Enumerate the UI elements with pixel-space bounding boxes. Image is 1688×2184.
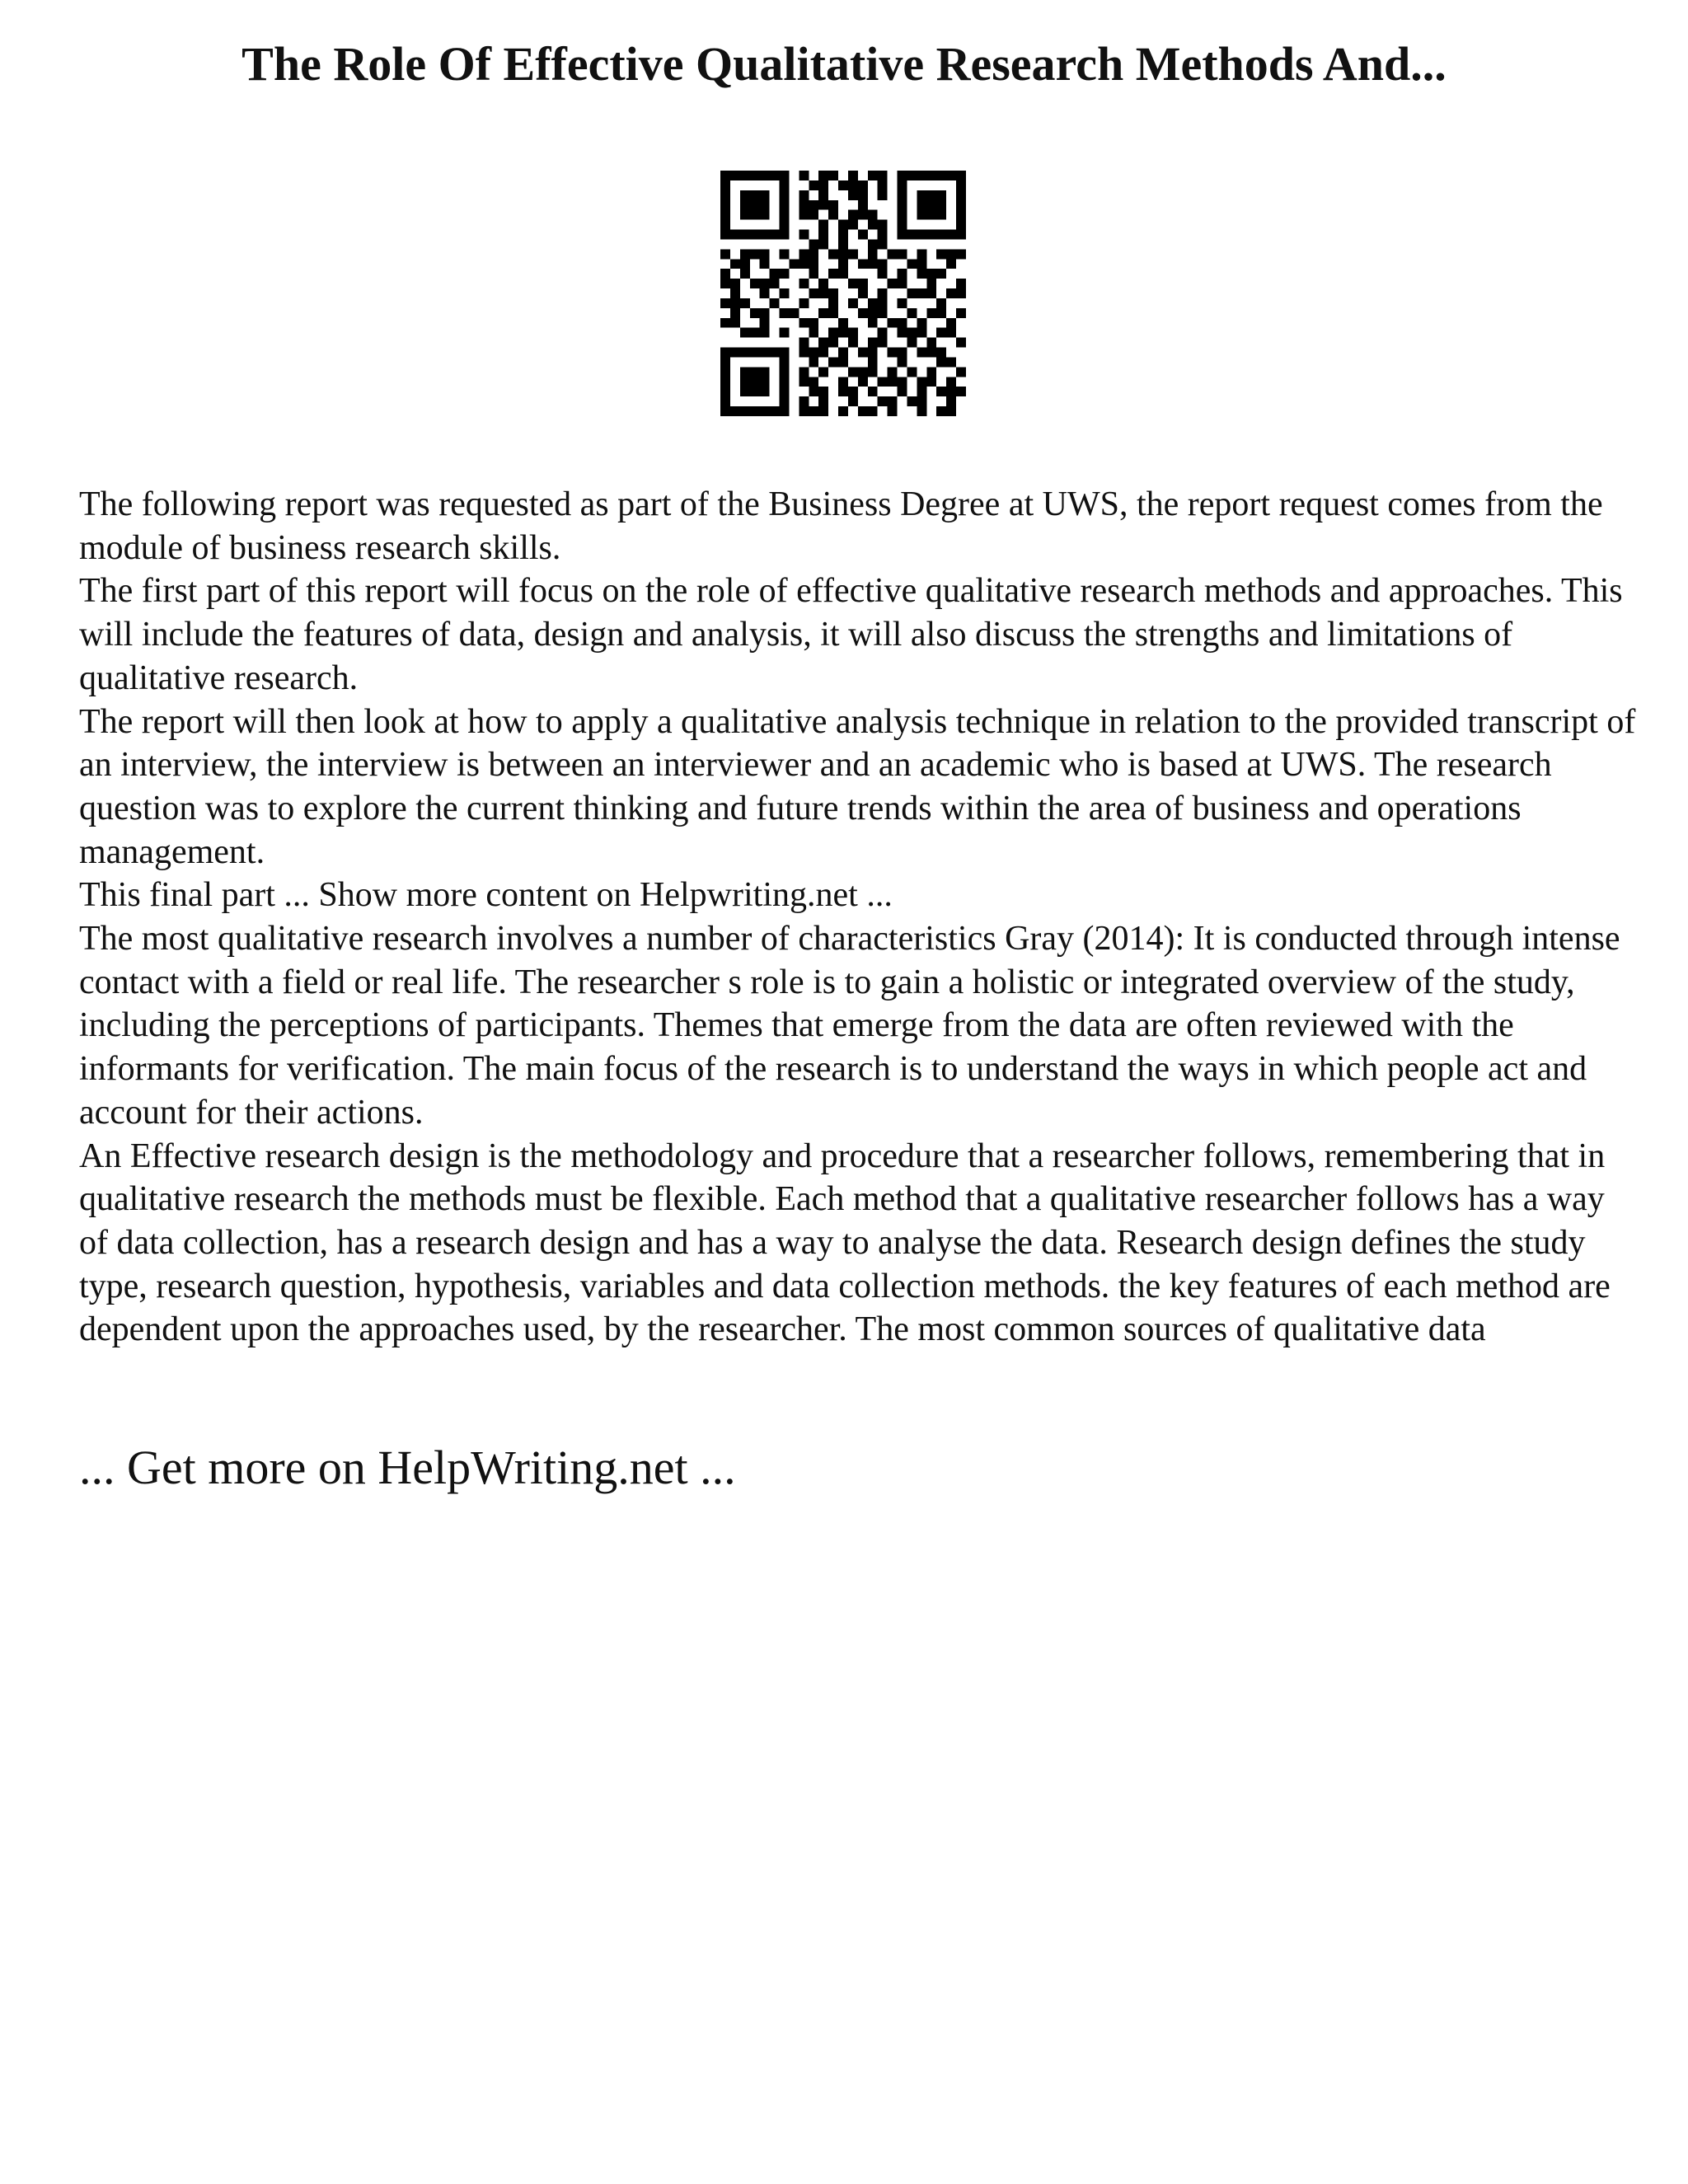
paragraph-characteristics: The most qualitative research involves a number of characteristics Gray (2014): It is conducted through intense contact with a field or real life. The researcher s role is to gain a holistic or integrated overview of the study, including the perceptions of participants. Themes that emerge from the data are often reviewed with the informants for verification. The main focus of the research is to understand the ways in which people act and account for their actions. [79, 920, 1620, 1132]
get-more-link[interactable]: ... Get more on HelpWriting.net ... [79, 1441, 736, 1494]
paragraph-intro: The following report was requested as part of the Business Degree at UWS, the report request comes from the module of business research skills. [79, 485, 1603, 567]
body-text [79, 483, 1637, 1352]
qr-code-icon [720, 171, 966, 416]
paragraph-analysis: The report will then look at how to apply a qualitative analysis technique in relation to the provided transcript of an interview, the interview is between an interviewer and an academic who is based at UWS. The research question was to explore the current thinking and future trends within the area of business and operations management. [79, 702, 1636, 871]
paragraph-research-design: An Effective research design is the methodology and procedure that a researcher follows, remembering that in qualitative research the methods must be flexible. Each method that a qualitative researcher follows has a way of data collection, has a research design and has a way to analyse the data. Research design defines the study type, research question, hypothesis, variables and data collection methods. the key features of each method are dependent upon the approaches used, by the researcher. The most common sources of qualitative data [79, 1137, 1611, 1349]
page-title: The Role Of Effective Qualitative Research Methods And... [241, 37, 1447, 91]
paragraph-show-more: This final part ... Show more content on Helpwriting.net ... [79, 876, 893, 915]
paragraph-first-part: The first part of this report will focus on the role of effective qualitative research methods and approaches. This will include the features of data, design and analysis, it will also discuss the strengths and limitations of qualitative research. [79, 572, 1623, 697]
